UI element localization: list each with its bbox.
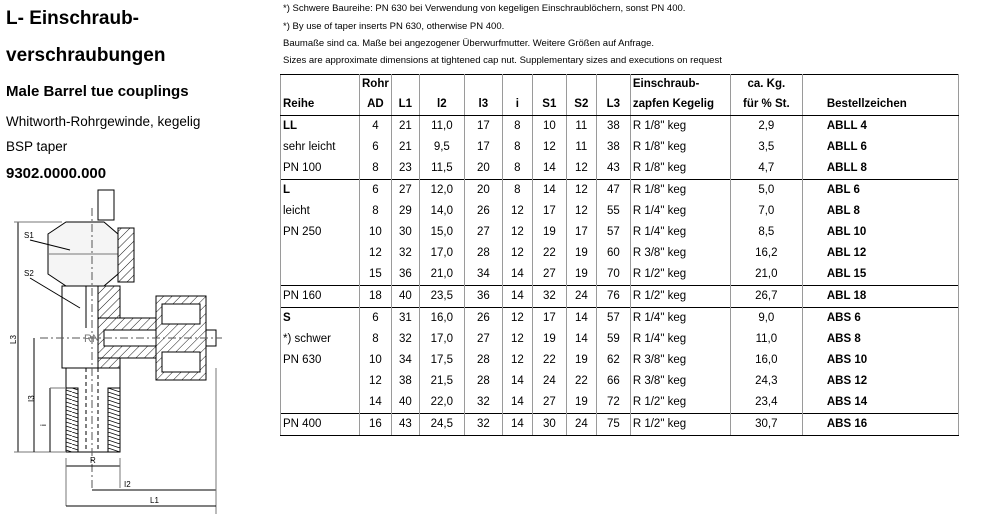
cell-s2: 24	[566, 414, 596, 436]
col-header-L3: L3	[596, 94, 630, 116]
cell-i: 14	[502, 392, 532, 414]
cell-s2: 12	[566, 158, 596, 180]
cell-i: 12	[502, 222, 532, 243]
cell-kg: 26,7	[730, 286, 802, 308]
cell-reihe: LL	[281, 116, 360, 138]
thread-description-de: Whitworth-Rohrgewinde, kegelig	[6, 114, 201, 129]
cell-s2: 12	[566, 180, 596, 202]
cell-s1: 17	[532, 308, 566, 330]
label-l1: L1	[150, 496, 159, 505]
cell-zapfen: R 1/2" keg	[630, 286, 730, 308]
cell-l1: 40	[391, 286, 419, 308]
cell-l1: 21	[391, 137, 419, 158]
cell-l1: 32	[391, 243, 419, 264]
cell-s2: 19	[566, 350, 596, 371]
cell-l2: 15,0	[419, 222, 464, 243]
cell-s2: 11	[566, 116, 596, 138]
cell-L3: 57	[596, 222, 630, 243]
cell-zapfen: R 1/4" keg	[630, 329, 730, 350]
cell-l2: 21,5	[419, 371, 464, 392]
cell-best: ABS 16	[802, 414, 958, 436]
cell-kg: 7,0	[730, 201, 802, 222]
cell-s1: 10	[532, 116, 566, 138]
cell-l3: 32	[464, 414, 502, 436]
label-i2: I2	[124, 480, 131, 489]
cell-reihe	[281, 371, 360, 392]
label-s2: S2	[24, 269, 34, 278]
cell-reihe: PN 630	[281, 350, 360, 371]
cell-l2: 17,0	[419, 243, 464, 264]
cell-s1: 27	[532, 264, 566, 286]
cell-i: 12	[502, 243, 532, 264]
cell-zapfen: R 1/2" keg	[630, 264, 730, 286]
col-header-top	[464, 75, 502, 95]
cell-reihe: PN 400	[281, 414, 360, 436]
table-row	[281, 158, 959, 180]
cell-s2: 19	[566, 264, 596, 286]
cell-ad: 6	[360, 180, 392, 202]
table-row	[281, 116, 959, 138]
col-header-s1: S1	[532, 94, 566, 116]
cell-s2: 19	[566, 243, 596, 264]
cell-L3: 47	[596, 180, 630, 202]
article-number: 9302.0000.000	[6, 165, 107, 182]
cell-kg: 2,9	[730, 116, 802, 138]
cell-l1: 38	[391, 371, 419, 392]
cell-kg: 11,0	[730, 329, 802, 350]
thread-description-en: BSP taper	[6, 139, 68, 154]
note-de-heavy: *) Schwere Baureihe: PN 630 bei Verwendung von kegeligen Einschraublöchern, sonst PN 400.	[283, 3, 686, 14]
cell-L3: 72	[596, 392, 630, 414]
cell-l2: 14,0	[419, 201, 464, 222]
col-header-bestellzeichen: Bestellzeichen	[802, 94, 958, 116]
cell-i: 12	[502, 329, 532, 350]
cell-L3: 62	[596, 350, 630, 371]
cell-L3: 55	[596, 201, 630, 222]
cell-s2: 24	[566, 286, 596, 308]
cell-reihe	[281, 392, 360, 414]
cell-best: ABL 8	[802, 201, 958, 222]
cell-zapfen: R 3/8" keg	[630, 350, 730, 371]
cell-zapfen: R 3/8" keg	[630, 371, 730, 392]
col-header-i: i	[502, 94, 532, 116]
col-header-zapfen: zapfen Kegelig	[630, 94, 730, 116]
cell-ad: 4	[360, 116, 392, 138]
note-de-dims: Baumaße sind ca. Maße bei angezogener Überwurfmutter. Weitere Größen auf Anfrage.	[283, 38, 655, 49]
col-header-top: ca. Kg.	[730, 75, 802, 95]
cell-ad: 8	[360, 201, 392, 222]
cell-s2: 19	[566, 392, 596, 414]
note-en-dims: Sizes are approximate dimensions at tightened cap nut. Supplementary sizes and executions on request	[283, 55, 722, 66]
table-row	[281, 308, 959, 330]
cell-l2: 23,5	[419, 286, 464, 308]
cell-s1: 24	[532, 371, 566, 392]
cell-best: ABLL 4	[802, 116, 958, 138]
col-header-top	[281, 75, 360, 95]
cell-l1: 32	[391, 329, 419, 350]
cell-l3: 17	[464, 137, 502, 158]
cell-best: ABLL 6	[802, 137, 958, 158]
cell-l3: 17	[464, 116, 502, 138]
cell-zapfen: R 1/4" keg	[630, 308, 730, 330]
cell-reihe: PN 160	[281, 286, 360, 308]
cell-ad: 10	[360, 222, 392, 243]
table-row	[281, 222, 959, 243]
table-row	[281, 371, 959, 392]
cell-s1: 27	[532, 392, 566, 414]
cell-zapfen: R 1/8" keg	[630, 137, 730, 158]
cell-best: ABLL 8	[802, 158, 958, 180]
col-header-top	[596, 75, 630, 95]
cell-ad: 8	[360, 158, 392, 180]
cell-i: 8	[502, 137, 532, 158]
cell-L3: 60	[596, 243, 630, 264]
cell-kg: 3,5	[730, 137, 802, 158]
subtitle-english: Male Barrel tue couplings	[6, 83, 189, 100]
cell-s1: 30	[532, 414, 566, 436]
cell-kg: 8,5	[730, 222, 802, 243]
table-row	[281, 243, 959, 264]
title-line-2: verschraubungen	[6, 45, 166, 66]
cell-best: ABS 14	[802, 392, 958, 414]
cell-l1: 31	[391, 308, 419, 330]
cell-L3: 38	[596, 116, 630, 138]
cell-l3: 28	[464, 243, 502, 264]
cell-l1: 40	[391, 392, 419, 414]
cell-s1: 22	[532, 243, 566, 264]
table-row	[281, 329, 959, 350]
cell-l1: 21	[391, 116, 419, 138]
cell-l1: 30	[391, 222, 419, 243]
cell-l2: 17,0	[419, 329, 464, 350]
cell-reihe: sehr leicht	[281, 137, 360, 158]
col-header-top	[566, 75, 596, 95]
cell-L3: 38	[596, 137, 630, 158]
cell-L3: 66	[596, 371, 630, 392]
cell-kg: 23,4	[730, 392, 802, 414]
cell-best: ABS 10	[802, 350, 958, 371]
cell-ad: 8	[360, 329, 392, 350]
fitting-technical-drawing	[0, 188, 260, 519]
cell-best: ABL 18	[802, 286, 958, 308]
cell-ad: 14	[360, 392, 392, 414]
cell-i: 8	[502, 180, 532, 202]
label-s1: S1	[24, 231, 34, 240]
cell-i: 8	[502, 116, 532, 138]
cell-s2: 12	[566, 201, 596, 222]
cell-s1: 14	[532, 180, 566, 202]
cell-i: 14	[502, 371, 532, 392]
cell-l3: 20	[464, 180, 502, 202]
cell-i: 12	[502, 308, 532, 330]
cell-kg: 9,0	[730, 308, 802, 330]
table-row	[281, 201, 959, 222]
cell-zapfen: R 1/2" keg	[630, 414, 730, 436]
cell-ad: 12	[360, 243, 392, 264]
cell-best: ABS 6	[802, 308, 958, 330]
cell-reihe: leicht	[281, 201, 360, 222]
cell-i: 14	[502, 414, 532, 436]
cell-l3: 26	[464, 308, 502, 330]
cell-i: 12	[502, 201, 532, 222]
col-header-ad: AD	[360, 94, 392, 116]
table-header-row-top	[281, 75, 959, 95]
dimensions-table	[280, 74, 959, 436]
label-i: i	[39, 424, 48, 426]
cell-l3: 20	[464, 158, 502, 180]
cell-s2: 14	[566, 308, 596, 330]
cell-ad: 15	[360, 264, 392, 286]
cell-l3: 27	[464, 222, 502, 243]
cell-l2: 11,5	[419, 158, 464, 180]
cell-ad: 6	[360, 308, 392, 330]
col-header-kg: für % St.	[730, 94, 802, 116]
cell-best: ABL 12	[802, 243, 958, 264]
cell-l1: 34	[391, 350, 419, 371]
col-header-reihe: Reihe	[281, 94, 360, 116]
cell-ad: 6	[360, 137, 392, 158]
cell-best: ABL 6	[802, 180, 958, 202]
cell-l3: 36	[464, 286, 502, 308]
cell-l3: 34	[464, 264, 502, 286]
cell-zapfen: R 1/4" keg	[630, 222, 730, 243]
cell-i: 14	[502, 264, 532, 286]
cell-best: ABL 10	[802, 222, 958, 243]
col-header-s2: S2	[566, 94, 596, 116]
note-en-heavy: *) By use of taper inserts PN 630, otherwise PN 400.	[283, 21, 505, 32]
cell-kg: 4,7	[730, 158, 802, 180]
cell-kg: 5,0	[730, 180, 802, 202]
col-header-top	[532, 75, 566, 95]
table-row	[281, 350, 959, 371]
cell-reihe	[281, 243, 360, 264]
cell-l1: 23	[391, 158, 419, 180]
cell-s1: 14	[532, 158, 566, 180]
cell-L3: 75	[596, 414, 630, 436]
cell-l3: 32	[464, 392, 502, 414]
cell-l2: 21,0	[419, 264, 464, 286]
table-row	[281, 264, 959, 286]
cell-l2: 16,0	[419, 308, 464, 330]
cell-l1: 36	[391, 264, 419, 286]
cell-kg: 24,3	[730, 371, 802, 392]
cell-l2: 17,5	[419, 350, 464, 371]
cell-l3: 26	[464, 201, 502, 222]
cell-kg: 16,2	[730, 243, 802, 264]
cell-kg: 16,0	[730, 350, 802, 371]
label-l3: L3	[9, 335, 18, 344]
cell-zapfen: R 1/4" keg	[630, 201, 730, 222]
col-header-l2: l2	[419, 94, 464, 116]
col-header-l3: l3	[464, 94, 502, 116]
cell-s2: 14	[566, 329, 596, 350]
cell-zapfen: R 3/8" keg	[630, 243, 730, 264]
cell-L3: 76	[596, 286, 630, 308]
cell-l2: 24,5	[419, 414, 464, 436]
table-row	[281, 180, 959, 202]
cell-best: ABL 15	[802, 264, 958, 286]
cell-l2: 9,5	[419, 137, 464, 158]
cell-l2: 12,0	[419, 180, 464, 202]
cell-l3: 28	[464, 350, 502, 371]
col-header-top	[502, 75, 532, 95]
cell-reihe: L	[281, 180, 360, 202]
cell-reihe: PN 100	[281, 158, 360, 180]
col-header-top	[802, 75, 958, 95]
cell-l2: 22,0	[419, 392, 464, 414]
cell-zapfen: R 1/8" keg	[630, 116, 730, 138]
table-row	[281, 414, 959, 436]
cell-best: ABS 12	[802, 371, 958, 392]
cell-s2: 22	[566, 371, 596, 392]
cell-L3: 59	[596, 329, 630, 350]
cell-reihe: S	[281, 308, 360, 330]
col-header-top: Einschraub-	[630, 75, 730, 95]
cell-s1: 17	[532, 201, 566, 222]
cell-l1: 29	[391, 201, 419, 222]
col-header-top: Rohr	[360, 75, 392, 95]
cell-kg: 30,7	[730, 414, 802, 436]
cell-zapfen: R 1/8" keg	[630, 180, 730, 202]
cell-s1: 19	[532, 222, 566, 243]
col-header-l1: L1	[391, 94, 419, 116]
cell-s2: 11	[566, 137, 596, 158]
label-rn: RN	[84, 333, 100, 345]
cell-ad: 16	[360, 414, 392, 436]
cell-l3: 27	[464, 329, 502, 350]
cell-ad: 10	[360, 350, 392, 371]
cell-L3: 57	[596, 308, 630, 330]
label-r: R	[90, 456, 96, 465]
cell-L3: 70	[596, 264, 630, 286]
table-row	[281, 137, 959, 158]
cell-s1: 19	[532, 329, 566, 350]
table-header-row	[281, 94, 959, 116]
cell-best: ABS 8	[802, 329, 958, 350]
table-row	[281, 392, 959, 414]
col-header-top	[419, 75, 464, 95]
cell-l3: 28	[464, 371, 502, 392]
table-row	[281, 286, 959, 308]
cell-i: 12	[502, 350, 532, 371]
cell-zapfen: R 1/2" keg	[630, 392, 730, 414]
cell-L3: 43	[596, 158, 630, 180]
cell-s1: 32	[532, 286, 566, 308]
label-i3: I3	[27, 395, 36, 402]
cell-reihe: *) schwer	[281, 329, 360, 350]
cell-l2: 11,0	[419, 116, 464, 138]
cell-kg: 21,0	[730, 264, 802, 286]
cell-i: 14	[502, 286, 532, 308]
col-header-top	[391, 75, 419, 95]
cell-zapfen: R 1/8" keg	[630, 158, 730, 180]
cell-reihe: PN 250	[281, 222, 360, 243]
cell-i: 8	[502, 158, 532, 180]
cell-l1: 27	[391, 180, 419, 202]
cell-s1: 12	[532, 137, 566, 158]
cell-s1: 22	[532, 350, 566, 371]
title-line-1: L- Einschraub-	[6, 8, 140, 29]
cell-ad: 12	[360, 371, 392, 392]
cell-l1: 43	[391, 414, 419, 436]
cell-ad: 18	[360, 286, 392, 308]
cell-s2: 17	[566, 222, 596, 243]
cell-reihe	[281, 264, 360, 286]
